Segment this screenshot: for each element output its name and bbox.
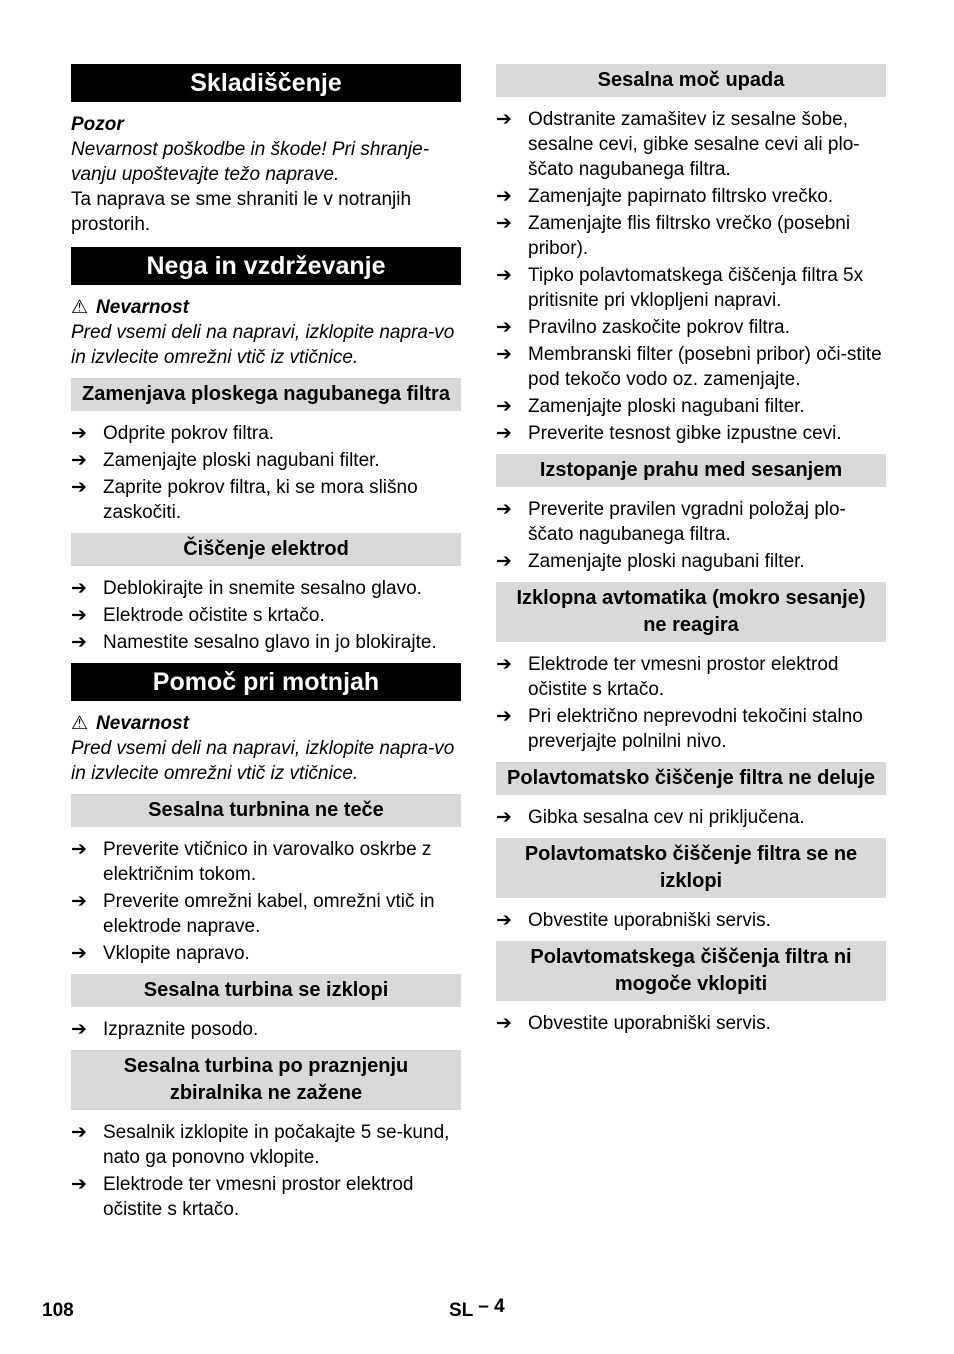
list-item xyxy=(496,107,886,182)
list-item xyxy=(496,421,886,446)
left-column xyxy=(71,64,461,1230)
arrow-right-icon: ➔ xyxy=(71,605,87,626)
arrow-right-icon: ➔ xyxy=(71,578,87,599)
instruction-list xyxy=(71,576,461,655)
heading-care: Nega in vzdrževanje xyxy=(71,247,461,285)
list-item xyxy=(71,576,461,601)
list-item-text: Vklopite napravo. xyxy=(103,943,250,964)
danger-note-care xyxy=(71,295,461,320)
instruction-list xyxy=(71,421,461,525)
list-item-text: Zamenjajte flis filtrsko vrečko (posebni pribor). xyxy=(528,213,851,259)
instruction-list xyxy=(71,837,461,966)
list-item xyxy=(71,603,461,628)
list-item-text: Sesalnik izklopite in počakajte 5 se-kund, nato ga ponovno vklopite. xyxy=(103,1122,450,1168)
list-item-text: Zamenjajte ploski nagubani filter. xyxy=(528,396,805,417)
instruction-list xyxy=(71,1017,461,1042)
instruction-list xyxy=(496,805,886,830)
instruction-list xyxy=(496,652,886,754)
caution-text: Nevarnost poškodbe in škode! Pri shranje-vanju upoštevajte težo naprave. xyxy=(71,139,430,185)
instruction-list xyxy=(71,1120,461,1222)
list-item-text: Namestite sesalno glavo in jo blokirajte. xyxy=(103,632,437,653)
list-item xyxy=(71,630,461,655)
arrow-right-icon: ➔ xyxy=(71,1019,87,1040)
list-item-text: Obvestite uporabniški servis. xyxy=(528,910,771,931)
section-heading: Polavtomatsko čiščenje filtra se ne izklopi xyxy=(496,838,886,898)
arrow-right-icon: ➔ xyxy=(496,654,512,675)
list-item xyxy=(71,1120,461,1170)
list-item-text: Zaprite pokrov filtra, ki se mora slišno zaskočiti. xyxy=(103,477,418,523)
arrow-right-icon: ➔ xyxy=(496,807,512,828)
list-item xyxy=(496,497,886,547)
list-item xyxy=(71,448,461,473)
arrow-right-icon: ➔ xyxy=(496,186,512,207)
list-item-text: Zamenjajte ploski nagubani filter. xyxy=(103,450,380,471)
arrow-right-icon: ➔ xyxy=(496,499,512,520)
list-item-text: Membranski filter (posebni pribor) oči-stite pod tekočo vodo oz. zamenjajte. xyxy=(528,344,882,390)
language-code: SL xyxy=(449,1300,473,1321)
arrow-right-icon: ➔ xyxy=(71,423,87,444)
warning-triangle-icon: ⚠ xyxy=(71,713,89,734)
danger-label: Nevarnost xyxy=(96,297,189,318)
list-item xyxy=(496,908,886,933)
list-item-text: Odprite pokrov filtra. xyxy=(103,423,275,444)
list-item-text: Elektrode očistite s krtačo. xyxy=(103,605,325,626)
list-item-text: Zamenjajte ploski nagubani filter. xyxy=(528,551,805,572)
list-item xyxy=(71,1017,461,1042)
list-item xyxy=(496,805,886,830)
right-column xyxy=(496,64,886,1044)
list-item xyxy=(496,263,886,313)
arrow-right-icon: ➔ xyxy=(71,943,87,964)
list-item-text: Zamenjajte papirnato filtrsko vrečko. xyxy=(528,186,834,207)
arrow-right-icon: ➔ xyxy=(496,423,512,444)
section-heading: Sesalna moč upada xyxy=(496,64,886,97)
danger-text: Pred vsemi deli na napravi, izklopite naprа-vo in izvlecite omrežni vtič iz vtičnice. xyxy=(71,738,455,784)
list-item xyxy=(496,549,886,574)
list-item-text: Preverite omrežni kabel, omrežni vtič in elektrode naprave. xyxy=(103,891,435,937)
section-heading: Čiščenje elektrod xyxy=(71,533,461,566)
arrow-right-icon: ➔ xyxy=(496,551,512,572)
arrow-right-icon: ➔ xyxy=(496,1013,512,1034)
arrow-right-icon: ➔ xyxy=(71,632,87,653)
list-item-text: Obvestite uporabniški servis. xyxy=(528,1013,771,1034)
list-item xyxy=(496,704,886,754)
instruction-list xyxy=(496,1011,886,1036)
list-item-text: Pravilno zaskočite pokrov filtra. xyxy=(528,317,790,338)
instruction-list xyxy=(496,908,886,933)
section-heading: Izklopna avtomatika (mokro sesanje) ne reagira xyxy=(496,582,886,642)
section-heading: Polavtomatsko čiščenje filtra ne deluje xyxy=(496,762,886,795)
section-heading: Izstopanje prahu med sesanjem xyxy=(496,454,886,487)
list-item-text: Gibka sesalna cev ni priključena. xyxy=(528,807,805,828)
danger-label: Nevarnost xyxy=(96,713,189,734)
arrow-right-icon: ➔ xyxy=(496,265,512,286)
arrow-right-icon: ➔ xyxy=(71,839,87,860)
arrow-right-icon: ➔ xyxy=(71,1174,87,1195)
section-heading: Polavtomatskega čiščenja filtra ni mogoče vklopiti xyxy=(496,941,886,1001)
page-code xyxy=(449,1298,505,1323)
list-item-text: Preverite tesnost gibke izpustne cevi. xyxy=(528,423,842,444)
list-item xyxy=(496,342,886,392)
section-heading: Sesalna turbnina ne teče xyxy=(71,794,461,827)
list-item xyxy=(71,837,461,887)
arrow-right-icon: ➔ xyxy=(71,891,87,912)
list-item-text: Preverite pravilen vgradni položaj plo-ščato nagubanega filtra. xyxy=(528,499,846,545)
list-item xyxy=(496,211,886,261)
list-item-text: Izpraznite posodo. xyxy=(103,1019,259,1040)
arrow-right-icon: ➔ xyxy=(496,396,512,417)
heading-trouble: Pomoč pri motnjah xyxy=(71,663,461,701)
sub-page: – 4 xyxy=(478,1296,505,1317)
list-item-text: Pri električno neprevodni tekočini stalno preverjajte polnilni nivo. xyxy=(528,706,863,752)
list-item xyxy=(71,475,461,525)
list-item-text: Preverite vtičnico in varovalko oskrbe z električnim tokom. xyxy=(103,839,432,885)
arrow-right-icon: ➔ xyxy=(496,706,512,727)
arrow-right-icon: ➔ xyxy=(496,213,512,234)
list-item-text: Odstranite zamašitev iz sesalne šobe, sesalne cevi, gibke sesalne cevi ali plo-ščato nagubanega filtra. xyxy=(528,109,860,180)
list-item xyxy=(496,394,886,419)
arrow-right-icon: ➔ xyxy=(71,1122,87,1143)
page-number: 108 xyxy=(42,1300,74,1321)
list-item-text: Elektrode ter vmesni prostor elektrod očistite s krtačo. xyxy=(528,654,839,700)
right-sections xyxy=(496,64,886,1036)
arrow-right-icon: ➔ xyxy=(496,344,512,365)
instruction-list xyxy=(496,497,886,574)
list-item-text: Elektrode ter vmesni prostor elektrod očistite s krtačo. xyxy=(103,1174,414,1220)
danger-text: Pred vsemi deli na napravi, izklopite naprа-vo in izvlecite omrežni vtič iz vtičnice. xyxy=(71,322,455,368)
list-item xyxy=(496,315,886,340)
heading-storage: Skladiščenje xyxy=(71,64,461,102)
list-item xyxy=(71,889,461,939)
list-item xyxy=(496,184,886,209)
list-item xyxy=(496,652,886,702)
arrow-right-icon: ➔ xyxy=(496,109,512,130)
section-heading: Sesalna turbina po praznjenju zbiralnika ne zažene xyxy=(71,1050,461,1110)
arrow-right-icon: ➔ xyxy=(496,910,512,931)
trouble-sections xyxy=(71,794,461,1222)
care-sections xyxy=(71,378,461,655)
caution-label: Pozor xyxy=(71,114,124,135)
section-heading: Zamenjava ploskega nagubanega filtra xyxy=(71,378,461,411)
list-item-text: Deblokirajte in snemite sesalno glavo. xyxy=(103,578,422,599)
arrow-right-icon: ➔ xyxy=(496,317,512,338)
list-item xyxy=(71,1172,461,1222)
warning-triangle-icon: ⚠ xyxy=(71,297,89,318)
list-item xyxy=(71,421,461,446)
section-heading: Sesalna turbina se izklopi xyxy=(71,974,461,1007)
storage-text: Ta naprava se sme shraniti le v notranjih prostorih. xyxy=(71,189,412,235)
arrow-right-icon: ➔ xyxy=(71,477,87,498)
instruction-list xyxy=(496,107,886,446)
list-item-text: Tipko polavtomatskega čiščenja filtra 5x pritisnite pri vklopljeni napravi. xyxy=(528,265,864,311)
danger-note-trouble xyxy=(71,711,461,736)
arrow-right-icon: ➔ xyxy=(71,450,87,471)
list-item xyxy=(71,941,461,966)
list-item xyxy=(496,1011,886,1036)
